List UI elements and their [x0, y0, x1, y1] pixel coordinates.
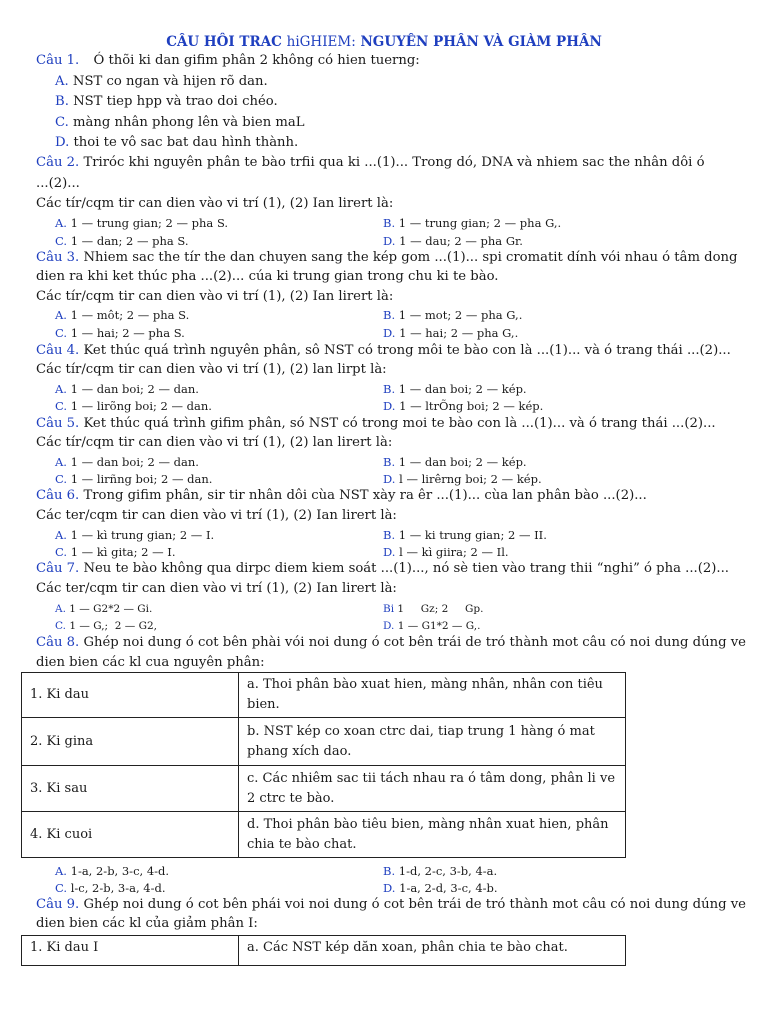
- q9-line-2: dien bien các kl của giảm phân I:: [36, 916, 258, 931]
- q5-label: Câu 5.: [36, 416, 80, 431]
- q1-stem: [36, 53, 420, 69]
- q3-option-b: B. 1 — mot; 2 — pha G,.: [383, 308, 523, 322]
- q2-line-2: ...(2)...: [36, 176, 80, 191]
- table-cell-left: 1. Ki dau I: [22, 936, 239, 966]
- q7-option-a: A. 1 — G2*2 — Gi.: [55, 603, 153, 615]
- q3-line-1: Nhiem sac the tír the dan chuyen sang the kép gom ...(1)... spi cromatit dính vói nhau ó tâm dong: [83, 250, 738, 265]
- q8-option-c: C. l-c, 2-b, 3-a, 4-d.: [55, 881, 166, 895]
- q6-stem: [36, 488, 647, 504]
- q5-option-c: C. 1 — lirñng boi; 2 — dan.: [55, 472, 213, 486]
- table-cell-right: a. Các NST kép dăn xoan, phân chia te bào chat.: [239, 936, 626, 966]
- q2-stem: [36, 155, 705, 171]
- q5-line-1: Ket thúc quá trình gifim phân, só NST có trong moi te bào con là ...(1)... và ó trang thái ...(2)...: [83, 416, 716, 431]
- q6-option-c: C. 1 — kì gita; 2 — I.: [55, 545, 176, 559]
- q3-prompt: Các tír/cqm tir can dien vào vi trí (1), (2) Ian lirert là:: [36, 289, 394, 304]
- q5-stem: [36, 416, 716, 432]
- q8-line-1: Ghép noi dung ó cot bên phài vói noi dung ó cot bên trái de tró thành mot câu có noi dung dúng ve: [83, 635, 746, 650]
- q5-prompt: Các tír/cqm tir can dien vào vi trí (1), (2) lan lirert là:: [36, 435, 393, 450]
- q8-line-2: dien bien các kl cua nguyên phân:: [36, 655, 265, 670]
- q4-option-b: B. 1 — dan boi; 2 — kép.: [383, 382, 527, 396]
- table-row: [22, 812, 626, 858]
- title-part-1: CÂU HÔI TRAC: [166, 34, 282, 50]
- table-cell-left: 3. Ki sau: [22, 766, 239, 812]
- table-cell-right: a. Thoi phân bào xuat hien, màng nhân, nhân con tiêu bien.: [239, 673, 626, 718]
- q6-option-b: B. 1 — ki trung gian; 2 — II.: [383, 528, 547, 542]
- q3-line-2: dien ra khi ket thúc pha ...(2)... cúa ki trung gian trong chu ki te bào.: [36, 269, 499, 284]
- q7-option-d: D. 1 — G1*2 — G,.: [383, 620, 481, 632]
- q3-label: Câu 3.: [36, 250, 80, 265]
- q6-line-1: Trong gifim phân, sir tir nhân dôi cùa NST xày ra êr ...(1)... cùa lan phân bào ...(2)...: [83, 488, 647, 503]
- q7-option-b: Bi 1 Gz; 2 Gp.: [383, 603, 484, 615]
- q2-option-a: A. 1 — trung gian; 2 — pha S.: [55, 216, 229, 230]
- q8-label: Câu 8.: [36, 635, 80, 650]
- q4-option-a: A. 1 — dan boi; 2 — dan.: [55, 382, 199, 396]
- q9-label: Câu 9.: [36, 897, 80, 912]
- q1-label: Câu 1.: [36, 53, 80, 68]
- q8-option-d: D. 1-a, 2-d, 3-c, 4-b.: [383, 881, 498, 895]
- q2-option-b: B. 1 — trung gian; 2 — pha G,.: [383, 216, 562, 230]
- table-cell-left: 1. Ki dau: [22, 673, 239, 718]
- q1-option-c: C. màng nhân phong lên và bien maL: [55, 115, 305, 130]
- table-row: [22, 673, 626, 718]
- q4-line-1: Ket thúc quá trình nguyên phân, sô NST có trong môi te bào con là ...(1)... và ó trang thái ...(2)...: [83, 343, 731, 358]
- q3-stem: [36, 250, 737, 266]
- q8-stem: [36, 635, 746, 651]
- q1-option-b: B. NST tiep hpp và trao doi chéo.: [55, 94, 278, 109]
- q7-line-1: Neu te bào không qua dirpc diem kiem soát ...(1)..., nó sè tien vào trang thii “nghi” ó pha ...(2)...: [83, 561, 729, 576]
- q9-stem: [36, 897, 746, 913]
- q4-label: Câu 4.: [36, 343, 80, 358]
- q6-label: Câu 6.: [36, 488, 80, 503]
- q1-option-d: D. thoi te vô sac bat dau hình thành.: [55, 135, 299, 150]
- title-part-2: hiGHIEM:: [286, 34, 356, 50]
- q1-option-a: A. NST co ngan và hijen rõ dan.: [55, 74, 268, 89]
- q9-matching-table: [21, 935, 626, 966]
- q5-option-d: D. l — lirêrng boi; 2 — kép.: [383, 472, 542, 486]
- q3-option-c: C. 1 — hai; 2 — pha S.: [55, 326, 185, 340]
- q2-option-d: D. 1 — dau; 2 — pha Gr.: [383, 234, 523, 248]
- q6-option-a: A. 1 — kì trung gian; 2 — I.: [55, 528, 215, 542]
- table-cell-left: 2. Ki gina: [22, 718, 239, 766]
- q6-prompt: Các ter/cqm tir can dien vào vi trí (1), (2) Ian lirert là:: [36, 508, 397, 523]
- title-part-3: NGUYÊN PHÂN VÀ GIÀM PHÂN: [360, 34, 602, 50]
- q7-prompt: Các ter/cqm tir can dien vào vi trí (1), (2) Ian lirert là:: [36, 581, 397, 596]
- q5-option-a: A. 1 — dan boi; 2 — dan.: [55, 455, 199, 469]
- q2-prompt: Các tír/cqm tir can dien vào vi trí (1), (2) Ian lirert là:: [36, 196, 394, 211]
- q7-option-c: C. 1 — G,; 2 — G2,: [55, 620, 158, 632]
- table-row: [22, 766, 626, 812]
- q1-text: Ó thõi ki dan gifim phân 2 không có hien tuerng:: [93, 53, 420, 68]
- q7-label: Câu 7.: [36, 561, 80, 576]
- q3-option-a: A. 1 — môt; 2 — pha S.: [55, 308, 190, 322]
- q8-option-a: A. 1-a, 2-b, 3-c, 4-d.: [55, 864, 170, 878]
- q4-option-c: C. 1 — lirõng boi; 2 — dan.: [55, 399, 212, 413]
- page-title: [0, 34, 768, 50]
- q8-matching-table: [21, 672, 626, 858]
- q6-option-d: D. l — kì giira; 2 — Il.: [383, 545, 509, 559]
- table-row: [22, 936, 626, 966]
- q4-stem: [36, 343, 731, 359]
- q5-option-b: B. 1 — dan boi; 2 — kép.: [383, 455, 527, 469]
- table-cell-left: 4. Ki cuoi: [22, 812, 239, 858]
- q8-option-b: B. 1-d, 2-c, 3-b, 4-a.: [383, 864, 498, 878]
- q4-prompt: Các tír/cqm tir can dien vào vi trí (1), (2) lan lirpt là:: [36, 362, 387, 377]
- table-row: [22, 718, 626, 766]
- q2-label: Câu 2.: [36, 155, 80, 170]
- q3-option-d: D. 1 — hai; 2 — pha G,.: [383, 326, 519, 340]
- table-cell-right: d. Thoi phân bào tiêu bien, màng nhân xuat hien, phân chia te bào chat.: [239, 812, 626, 858]
- table-cell-right: b. NST kép co xoan ctrc dai, tiap trung 1 hàng ó mat phang xích dao.: [239, 718, 626, 766]
- q7-stem: [36, 561, 729, 577]
- table-cell-right: c. Các nhiêm sac tii tách nhau ra ó tâm dong, phân li ve 2 ctrc te bào.: [239, 766, 626, 812]
- q2-option-c: C. 1 — dan; 2 — pha S.: [55, 234, 189, 248]
- q4-option-d: D. 1 — ltrÕng boi; 2 — kép.: [383, 399, 544, 413]
- q2-line-1: Triróc khi nguyên phân te bào trfii qua ki ...(1)... Trong dó, DNA và nhiem sac the nhân dôi ó: [83, 155, 705, 170]
- q9-line-1: Ghép noi dung ó cot bên phái voi noi dung ó cot bên trái de tró thành mot câu có noi dung dúng ve: [83, 897, 746, 912]
